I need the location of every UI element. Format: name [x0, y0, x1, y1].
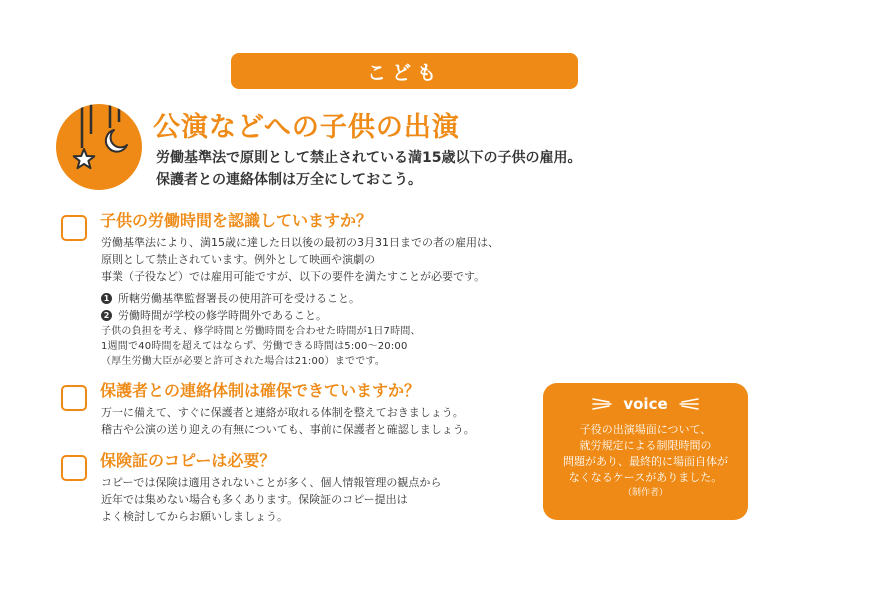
- category-banner: [231, 53, 578, 89]
- voice-line: 子役の出演場面について、: [579, 423, 712, 436]
- body-line: 稽古や公演の送り迎えの有無についても、事前に保護者と確認しましょう。: [101, 423, 475, 436]
- voice-header: [543, 395, 748, 413]
- note-line: 子供の負担を考え、修学時間と労働時間を合わせた時間が1日7時間、: [101, 326, 421, 337]
- note-line: 1週間で40時間を超えてはならず、労働できる時間は5:00～20:00: [101, 341, 408, 352]
- note-line: （厚生労働大臣が必要と許可された場合は21:00）までです。: [101, 356, 386, 367]
- checkbox-icon[interactable]: [61, 385, 87, 411]
- question-heading-insurance: 保険証のコピーは必要？: [100, 451, 276, 470]
- question-body-insurance: [101, 474, 441, 525]
- voice-quote: [543, 422, 748, 500]
- subtitle-line: 労働基準法で原則として禁止されている満15歳以下の子供の雇用。: [156, 150, 582, 166]
- body-line: 事業（子役など）では雇用可能ですが、以下の要件を満たすことが必要です。: [101, 270, 486, 283]
- voice-line: 問題があり、最終的に場面自体が: [563, 455, 728, 468]
- condition-text: 労働時間が学校の修学時間外であること。: [118, 309, 327, 322]
- checkbox-icon[interactable]: [61, 455, 87, 481]
- condition-item: [101, 290, 499, 307]
- voice-credit: （制作者）: [622, 488, 668, 498]
- body-line: コピーでは保険は適用されないことが多く、個人情報管理の観点から: [101, 476, 442, 489]
- voice-line: なくなるケースがありました。: [568, 471, 723, 484]
- condition-list: [101, 290, 499, 324]
- moon-and-star-icon: [56, 104, 142, 190]
- voice-line: 就労規定による制限時間の: [579, 439, 712, 452]
- body-line: よく検討してからお願いしましょう。: [101, 510, 288, 523]
- question-body-work-hours: [101, 234, 499, 369]
- body-line: 万一に備えて、すぐに保護者と連絡が取れる体制を整えておきましょう。: [101, 406, 464, 419]
- condition-text: 所轄労働基準監督署長の使用許可を受けること。: [118, 292, 360, 305]
- body-line: 労働基準法により、満15歳に達した日以後の最初の3月31日までの者の雇用は、: [101, 236, 499, 249]
- body-line: 近年では集めない場合も多くあります。保険証のコピー提出は: [101, 493, 408, 506]
- voice-label: voice: [623, 395, 668, 413]
- question-heading-contact: 保護者との連絡体制は確保できていますか？: [100, 381, 421, 400]
- voice-callout: [543, 383, 748, 520]
- page-subtitle: [156, 147, 581, 191]
- page-title: 公演などへの子供の出演: [153, 112, 460, 143]
- sparkle-right-icon: [678, 397, 700, 411]
- subtitle-line: 保護者との連絡体制は万全にしておこう。: [156, 172, 422, 188]
- number-badge: 2: [101, 310, 112, 321]
- checkbox-icon[interactable]: [61, 215, 87, 241]
- body-line: 原則として禁止されています。例外として映画や演劇の: [101, 253, 376, 266]
- banner-label: こども: [366, 61, 442, 84]
- number-badge: 1: [101, 293, 112, 304]
- condition-item: [101, 307, 499, 324]
- question-body-contact: [101, 404, 475, 438]
- sparkle-left-icon: [591, 397, 613, 411]
- question-heading-work-hours: 子供の労働時間を認識していますか？: [100, 211, 373, 230]
